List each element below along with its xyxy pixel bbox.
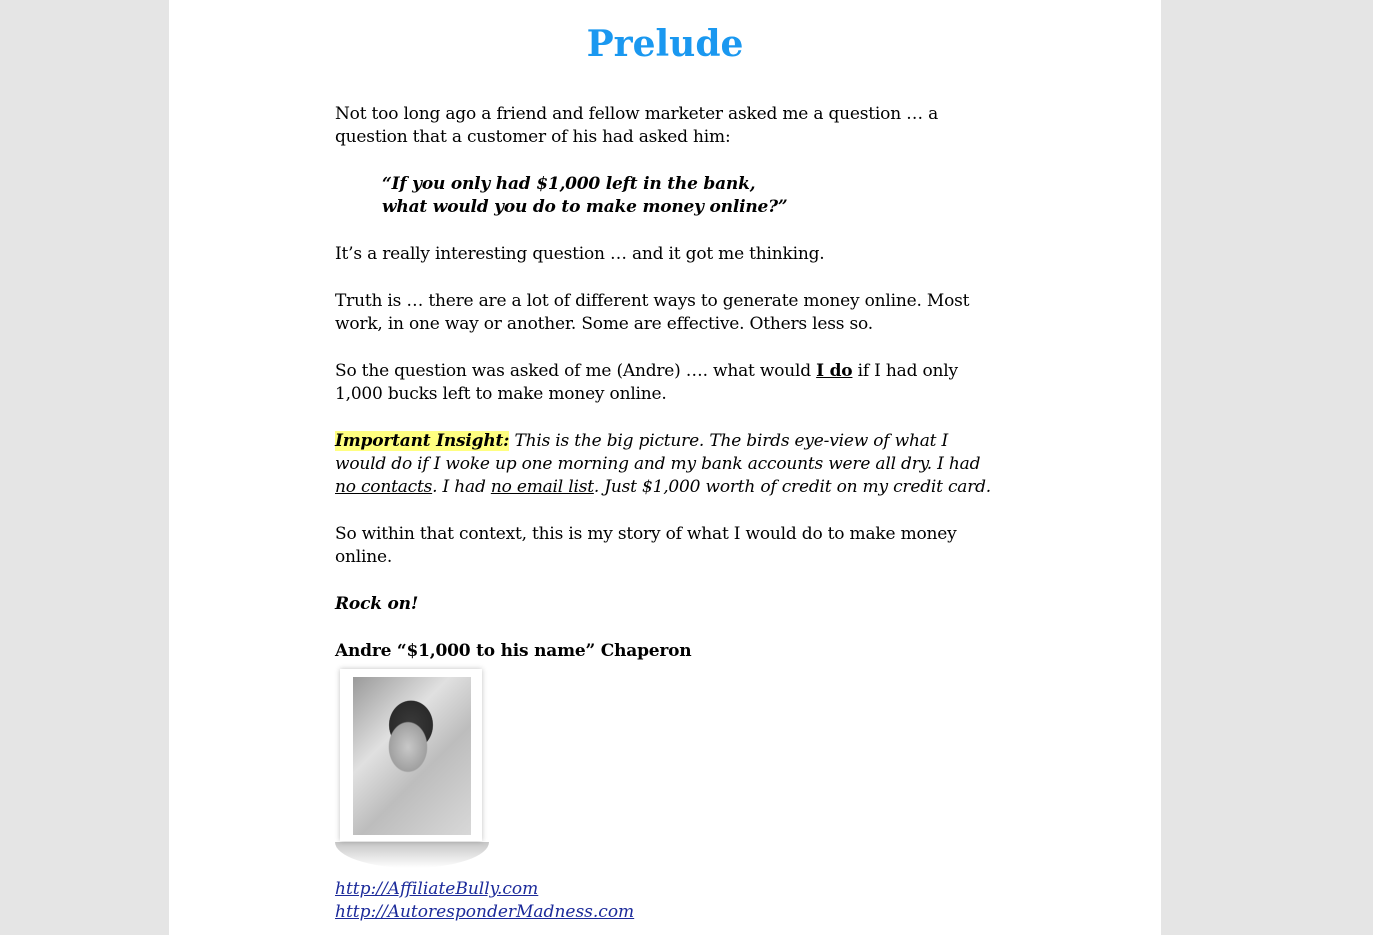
insight-label: Important Insight: [335,431,510,451]
document-page [169,0,1161,935]
closing-line: Rock on! [335,594,419,614]
paragraph-intro: Not too long ago a friend and fellow marketer asked me a question … a question that a customer of his had asked him: [335,104,939,147]
question-text-after: if I had only 1,000 bucks left to make money online. [335,361,958,404]
document-body [335,103,995,663]
insight-no-email-list: no email list [490,477,594,497]
emphasis-i-do: I do [816,361,853,381]
paragraph-context: So within that context, this is my story of what I would do to make money online. [335,524,957,567]
page-title: Prelude [586,23,744,65]
paragraph-thinking: It’s a really interesting question … and it got me thinking. [335,244,825,264]
link-autoresponder-madness[interactable]: http://AutoresponderMadness.com [335,902,635,922]
insight-text-2: . I had [432,477,491,497]
insight-text-1: This is the big picture. The birds eye-view of what I would do if I woke up one morning and my bank accounts were all dry. I had [335,431,981,474]
question-text-before: So the question was asked of me (Andre) …. what would [335,361,817,381]
author-photo [353,677,471,835]
website-links [335,878,634,924]
insight-no-contacts: no contacts [335,477,433,497]
paragraph-question [335,360,995,406]
insight-text-3: . Just $1,000 worth of credit on my credit card. [593,477,992,497]
important-insight [335,430,995,499]
author-photo-frame [340,669,482,841]
photo-reflection [335,842,489,868]
paragraph-truth: Truth is … there are a lot of different ways to generate money online. Most work, in one way or another. Some are effective. Others less so. [335,291,970,334]
author-signature: Andre “$1,000 to his name” Chaperon [335,641,692,661]
customer-quote: “If you only had $1,000 left in the bank, what would you do to make money online?” [382,174,788,217]
link-affiliate-bully[interactable]: http://AffiliateBully.com [335,879,539,899]
